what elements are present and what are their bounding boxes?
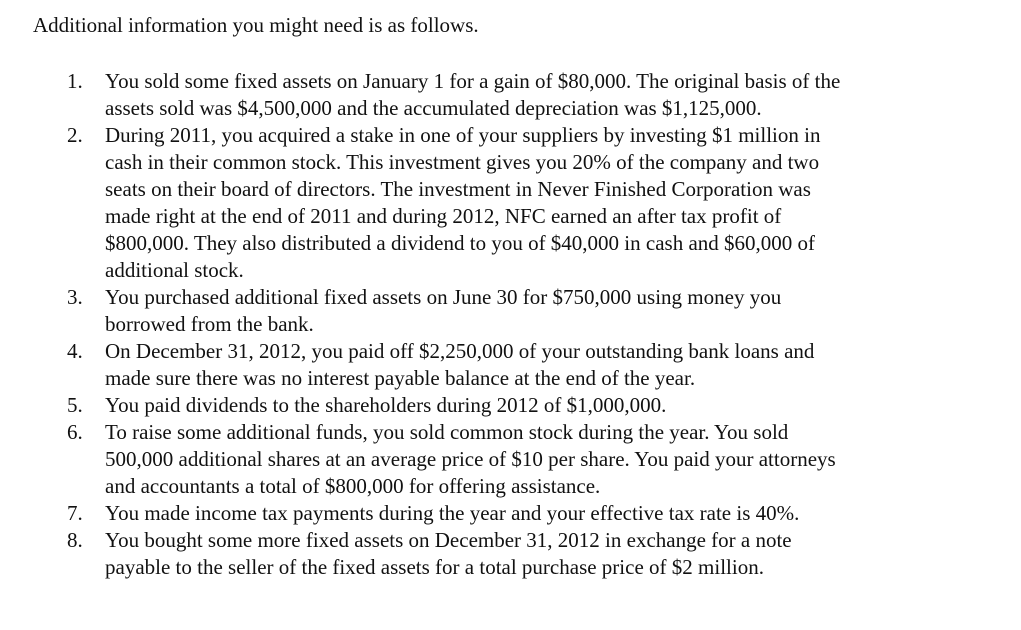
item-line: You made income tax payments during the year and your effective tax rate is 40%. <box>105 501 800 525</box>
item-number: 4. <box>67 339 83 363</box>
intro-text: Additional information you might need is as follows. <box>33 13 479 37</box>
item-line: On December 31, 2012, you paid off $2,250,000 of your outstanding bank loans and <box>105 339 815 363</box>
item-line: made right at the end of 2011 and during 2012, NFC earned an after tax profit of <box>105 204 782 228</box>
item-line: seats on their board of directors. The investment in Never Finished Corporation was <box>105 177 811 201</box>
item-line: additional stock. <box>105 258 244 282</box>
item-line: You purchased additional fixed assets on June 30 for $750,000 using money you <box>105 285 782 309</box>
item-line: You bought some more fixed assets on December 31, 2012 in exchange for a note <box>105 528 792 552</box>
item-number: 5. <box>67 393 83 417</box>
item-line: payable to the seller of the fixed assets for a total purchase price of $2 million. <box>105 555 764 579</box>
list-item-5 <box>0 392 1000 419</box>
item-number: 7. <box>67 501 83 525</box>
list-item-1 <box>0 68 1000 122</box>
list-item-3 <box>0 284 1000 338</box>
item-line: and accountants a total of $800,000 for offering assistance. <box>105 474 601 498</box>
item-line: made sure there was no interest payable balance at the end of the year. <box>105 366 696 390</box>
item-line: assets sold was $4,500,000 and the accumulated depreciation was $1,125,000. <box>105 96 762 120</box>
list-item-4 <box>0 338 1000 392</box>
item-line: During 2011, you acquired a stake in one of your suppliers by investing $1 million in <box>105 123 821 147</box>
item-number: 8. <box>67 528 83 552</box>
item-number: 1. <box>67 69 83 93</box>
item-number: 6. <box>67 420 83 444</box>
item-line: 500,000 additional shares at an average price of $10 per share. You paid your attorneys <box>105 447 836 471</box>
item-line: $800,000. They also distributed a dividend to you of $40,000 in cash and $60,000 of <box>105 231 816 255</box>
list-item-7 <box>0 500 1000 527</box>
item-number: 3. <box>67 285 83 309</box>
list-item-2 <box>0 122 1000 284</box>
list-item-6 <box>0 419 1000 500</box>
item-line: You paid dividends to the shareholders during 2012 of $1,000,000. <box>105 393 667 417</box>
item-number: 2. <box>67 123 83 147</box>
list-item-8 <box>0 527 1000 581</box>
info-list <box>0 68 1000 581</box>
item-line: You sold some fixed assets on January 1 for a gain of $80,000. The original basis of the <box>105 69 841 93</box>
item-line: To raise some additional funds, you sold common stock during the year. You sold <box>105 420 789 444</box>
item-line: cash in their common stock. This investment gives you 20% of the company and two <box>105 150 820 174</box>
item-line: borrowed from the bank. <box>105 312 314 336</box>
